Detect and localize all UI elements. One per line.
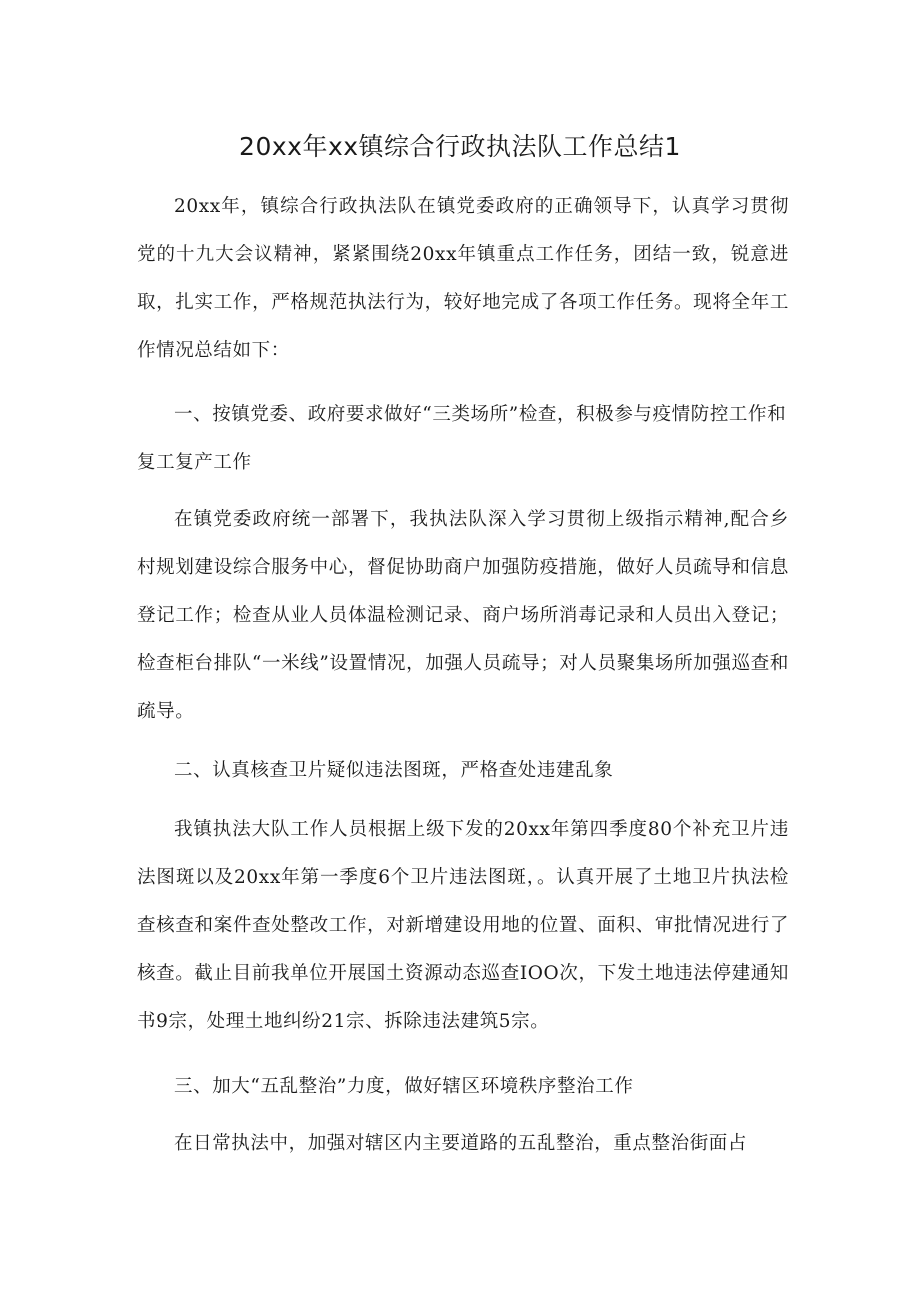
section-1-heading: 一、按镇党委、政府要求做好“三类场所”检查，积极参与疫情防控工作和复工复产工作 (137, 404, 787, 473)
section-2-heading: 二、认真核查卫片疑似违法图斑，严格查处违建乱象 (174, 760, 614, 781)
document-title: 20xx年xx镇综合行政执法队工作总结1 (239, 132, 681, 161)
section-3-body: 在日常执法中，加强对辖区内主要道路的五乱整治，重点整治街面占 (174, 1133, 748, 1154)
section-1-body: 在镇党委政府统一部署下，我执法队深入学习贯彻上级指示精神,配合乡村规划建设综合服务中心，督促协助商户加强防疫措施，做好人员疏导和信息登记工作；检查从业人员体温检测记录、商户场所消毒记录和人员出入登记；检查柜台排队“一米线”设置情况，加强人员疏导；对人员聚集场所加强巡查和疏导。 (137, 509, 789, 722)
section-3-heading: 三、加大“五乱整治”力度，做好辖区环境秩序整治工作 (174, 1076, 634, 1097)
intro-paragraph: 20xx年，镇综合行政执法队在镇党委政府的正确领导下，认真学习贯彻党的十九大会议精神，紧紧围绕20xx年镇重点工作任务，团结一致，锐意进取，扎实工作，严格规范执法行为，较好地完成了各项工作任务。现将全年工作情况总结如下： (137, 196, 789, 361)
section-2-body: 我镇执法大队工作人员根据上级下发的20xx年第四季度80个补充卫片违法图斑以及20xx年第一季度6个卫片违法图斑，。认真开展了土地卫片执法检查核查和案件查处整改工作，对新增建设用地的位置、面积、审批情况进行了核查。截止目前我单位开展国土资源动态巡查IOO次，下发土地违法停建通知书9宗，处理土地纠纷21宗、拆除违法建筑5宗。 (137, 819, 789, 1032)
